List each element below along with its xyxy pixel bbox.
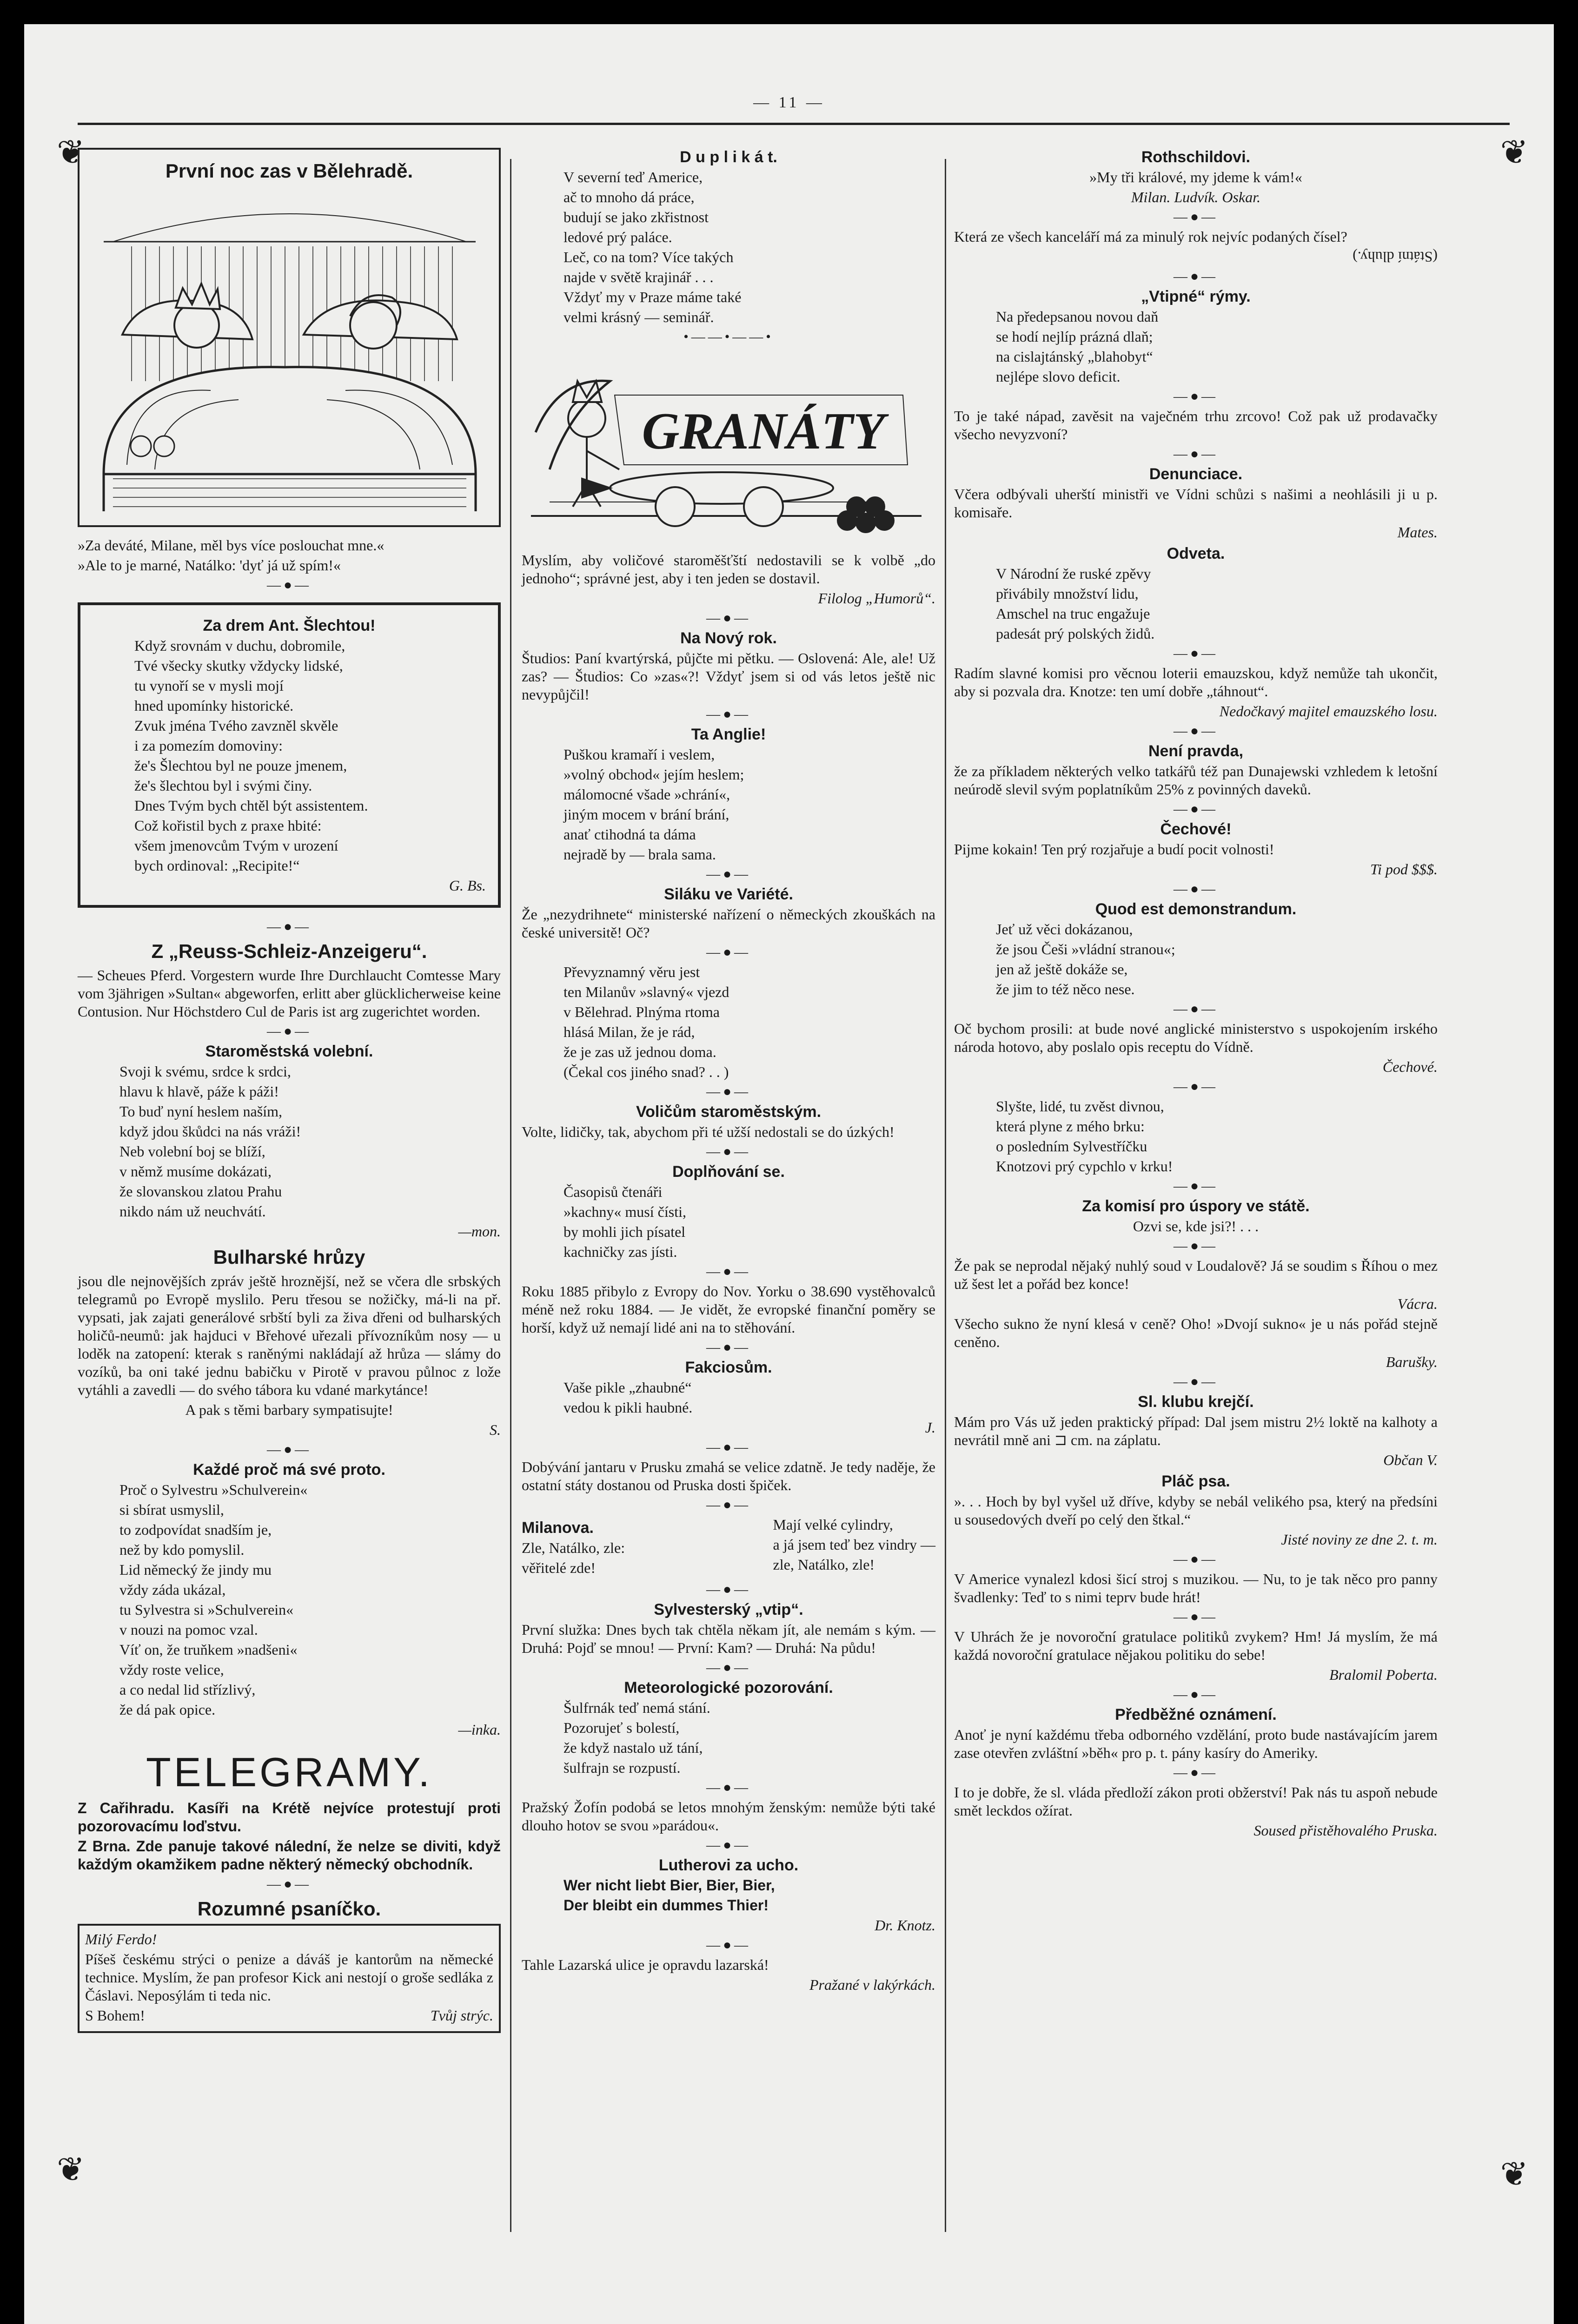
page-folio: — 11 — (753, 94, 825, 111)
verse-line: jiným mocem v brání brání, (564, 806, 729, 823)
column-right (954, 145, 1438, 1842)
volicum-text: Volte, lidičky, tak, abychom při té užší nedostali se do úzkých! (522, 1123, 895, 1140)
verse-line: tu Sylvestra si »Schulverein« (119, 1601, 294, 1618)
telegram-item: Z Cařihradu. Kasíři na Krétě nejvíce protestují proti pozorovacímu loďstvu. (78, 1800, 501, 1835)
cartoon-caption-line: »Ale to je marné, Natálko: 'dyť já už spím!« (78, 557, 341, 574)
verse-line: anať ctihodná ta dáma (564, 826, 696, 843)
vlada-text: I to je dobře, že sl. vláda předloží zákon proti obžerství! Pak nás tu aspoň nebude smět leckdos ožírat. (954, 1784, 1438, 1819)
pravda-text: že za příkladem některých velko tatkářů též pan Dunajewski vzhledem k letošní neúrodě slevil svým poplatníkům 25% z povinných daveků. (954, 763, 1438, 798)
verse-line: že když nastalo už tání, (564, 1739, 703, 1756)
verse-line: a já jsem teď bez vindry — (773, 1536, 935, 1553)
signature: Bralomil Poberta. (1329, 1666, 1438, 1683)
divider-ornament: —●— (266, 1023, 312, 1039)
verse-line: která plyne z mého brku: (996, 1118, 1145, 1135)
divider-ornament: —●— (706, 610, 751, 626)
divider-ornament: —●— (266, 1876, 312, 1892)
cechove-text: Pijme kokain! Ten prý rozjařuje a budí pocit volnosti! (954, 841, 1274, 858)
verse-line: když jdou škůdci na nás vráži! (119, 1123, 301, 1140)
verse-line: i za pomezím domoviny: (134, 737, 283, 754)
verse-line: Der bleibt ein dummes Thier! (564, 1897, 769, 1914)
verse-line: zle, Natálko, zle! (773, 1556, 875, 1573)
verse-line: než by kdo pomyslil. (119, 1541, 245, 1558)
verse-line: že jim to též něco nese. (996, 981, 1135, 997)
divider-ornament: —●— (706, 1497, 751, 1512)
divider-ornament: —●— (706, 1660, 751, 1675)
verse-line: Časopisů čtenáři (564, 1183, 663, 1200)
verse-line: Vaše pikle „zhaubné“ (564, 1379, 692, 1396)
meteo-title: Meteorologické pozorování. (624, 1679, 833, 1697)
verse-line: že's Šlechtou byl ne pouze jmenem, (134, 757, 347, 774)
proseni-text: Oč bychom prosili: at bude nové anglické ministerstvo s uspokojením irského národa hotovo, aby poslalo opis receptu do Vídně. (954, 1020, 1438, 1055)
divider-ornament: —●— (1173, 389, 1219, 404)
cartoon-frame (78, 148, 501, 527)
verse-line: Mají velké cylindry, (773, 1516, 893, 1533)
vignette-label: GRANÁTY (642, 403, 885, 460)
hruzy-title: Bulharské hrůzy (213, 1246, 365, 1268)
verse-line: Zle, Natálko, zle: (522, 1539, 625, 1556)
column-left (78, 145, 501, 2042)
komisi-text: Ozvi se, kde jsi?! . . . (1133, 1218, 1259, 1235)
divider-ornament: —●— (1173, 646, 1219, 661)
verse-line: Amschel na truc engažuje (996, 605, 1150, 622)
divider-ornament: —●— (266, 1442, 312, 1457)
signature: Pražané v lakýrkách. (809, 1976, 935, 1993)
verse-line: v němž musíme dokázati, (119, 1163, 272, 1180)
novy-rok-title: Na Nový rok. (680, 629, 777, 647)
divider-ornament: —●— (1173, 1552, 1219, 1567)
milanova-left (522, 1516, 625, 1579)
novy-rok-text: Študios: Paní kvartýrská, půjčte mi pětku. — Oslovená: Ale, ale! Už zas? — Študios: Co »zas«?! Vždyť jsem si od vás letos ještě nic nevypůjčil! (522, 650, 935, 703)
verse-line: že slovanskou zlatou Prahu (119, 1183, 282, 1200)
sukno-text: Všecho sukno že nyní klesá v ceně? Oho! »Dvojí sukno« je u nás pořád stejně ceněno. (954, 1315, 1438, 1350)
signature: J. (925, 1419, 935, 1436)
column-middle (522, 145, 935, 1996)
divider-ornament: —●— (706, 1780, 751, 1795)
verse-line: Převyznamný věru jest (564, 964, 700, 980)
verse-line: že jsou Češi »vládní stranou«; (996, 941, 1175, 957)
verse-line: by mohli jich písatel (564, 1223, 686, 1240)
verse-line: hlavu k hlavě, páže k páži! (119, 1083, 279, 1100)
milanova-right (773, 1516, 935, 1579)
verse-line: Slyšte, lidé, tu zvěst divnou, (996, 1098, 1164, 1115)
verse-line: hned upomínky historické. (134, 697, 294, 714)
reuss-title: Z „Reuss-Schleiz-Anzeigeru“. (151, 940, 427, 962)
verse-line: »kachny« musí čísti, (564, 1203, 686, 1220)
divider-ornament: —●— (706, 866, 751, 882)
verse-line: hlásá Milan, že je rád, (564, 1023, 695, 1040)
divider-ornament: —●— (706, 1340, 751, 1355)
krejci-text: Mám pro Vás už jeden praktický případ: Dal jsem mistru 2½ loktě na kalhoty a nevrátil mně ani ⊐ cm. na záplatu. (954, 1413, 1438, 1448)
stroj-text: V Americe vynalezl kdosi šicí stroj s muzikou. — Nu, to je tak něco pro panny švadlenky: Teď to s nimi teprv bude hrát! (954, 1571, 1438, 1605)
napad-text: To je také nápad, zavěsit na vaječném trhu zrcovo! Což pak už prodavačky všecho nevyzvoní? (954, 408, 1438, 442)
pravda-title: Není pravda, (1148, 742, 1244, 760)
volicum-title: Voličům staroměstským. (636, 1103, 822, 1121)
signature: Ti pod $$$. (1370, 861, 1438, 878)
signature: Filolog „Humorů“. (818, 590, 935, 607)
divider-ornament: —●— (706, 1582, 751, 1597)
signature: S. (490, 1421, 501, 1438)
divider-ornament: —●— (1173, 1609, 1219, 1624)
pes-text: ». . . Hoch by byl vyšel už dříve, kdyby se nebál velikého psa, který na předsíni u sousedových dveří po celý den štkal.“ (954, 1493, 1438, 1528)
hruzy-text: jsou dle nejnovějších zpráv ještě hroznější, než se včera dle srbských telegramů po Evropě myslilo. Peru třesou se nožičky, má-li na př. vypsati, jak zajati generálové srbští byli za živa dřeni od bulharských holičů-neumů: jak hajduci v Břehové uřezali přívozníkům nosy — u loděk na zatopení: kterak s raněnými nakládají až hrůza — slámy do vozíků, ba oni také jednu babičku v Pirotě v pravou půlnoc z lože vytáhli a zavedli — do svého tábora ku vdané markytánce! (78, 1273, 501, 1398)
divider-ornament: —●— (706, 1439, 751, 1455)
signature: Nedočkavý majitel emauzského losu. (1219, 703, 1438, 720)
oznameni-text: Anoť je nyní každému třeba odborného vzdělání, proto bude nastávajícím jarem zase otevřen zvláštní »běh« pro p. t. pány kasíry do Ameriky. (954, 1726, 1438, 1761)
signature: —mon. (458, 1223, 501, 1240)
divider-ornament: —●— (266, 919, 312, 934)
signature: Dr. Knotz. (875, 1917, 935, 1934)
newspaper-page (24, 24, 1554, 2324)
verse-line: budují se jako zkřistnost (564, 209, 709, 225)
slechta-box (78, 602, 501, 908)
signature: Mates. (1397, 524, 1438, 541)
verse-line: že je zas už jednou doma. (564, 1043, 716, 1060)
verse-line: vedou k pikli haubné. (564, 1399, 693, 1416)
cartoon-caption-line: »Za deváté, Milane, měl bys více poslouchat mne.« (78, 537, 385, 554)
granaty-vignette (522, 349, 935, 544)
verse-line: To buď nyní heslem naším, (119, 1103, 282, 1120)
verse-line: Na předepsanou novou daň (996, 308, 1159, 325)
verse-line: že's šlechtou byl i svými činy. (134, 777, 312, 794)
kancelar-inverted-answer: (Státní dluhy.) (1353, 249, 1438, 265)
cartoon-title: První noc zas v Bělehradě. (165, 160, 413, 182)
verse-line: to zodpovídat snadším je, (119, 1521, 272, 1538)
verse-line: Když srovnám v duchu, dobromile, (134, 637, 345, 654)
verse-line: Lid německý že jindy mu (119, 1561, 272, 1578)
divider-ornament: —●— (706, 1937, 751, 1953)
vacra-text: Že pak se neprodal nějaký nuhlý soud v Loudalově? Já se soudim s Říhou o mez už šest let a pořád bez konce! (954, 1257, 1438, 1292)
divider-ornament: —●— (706, 1144, 751, 1159)
rothschild-names: Milan. Ludvík. Oskar. (1131, 189, 1261, 205)
verse-line: Vždyť my v Praze máme také (564, 289, 742, 305)
verse-line: Pozorujeť s bolestí, (564, 1719, 680, 1736)
corner-ornament-icon: ❦ (1500, 2156, 1528, 2193)
signature: Soused přistěhovalého Pruska. (1253, 1822, 1438, 1839)
doplnovani-title: Doplňování se. (672, 1163, 785, 1181)
verse-line: Víť on, že truňkem »nadšeni« (119, 1641, 298, 1658)
cannon-illustration (522, 349, 931, 544)
divider-ornament: —●— (1173, 801, 1219, 817)
reuss-text: — Scheues Pferd. Vorgestern wurde Ihre Durchlaucht Comtesse Mary vom 3jährigen »Sultan« abgeworfen, erlitt aber glücklicherweise keine Contusion. Nur Höchstdero Cul de Paris ist arg zugerichtet worden. (78, 967, 501, 1020)
divider-ornament: —●— (266, 577, 312, 593)
verse-line: všem jmenovcům Tvým v urození (134, 837, 338, 854)
verse-line: vždy roste velice, (119, 1661, 224, 1678)
divider-ornament: •——•——• (683, 329, 774, 344)
psanicko-closing-row (85, 2007, 493, 2027)
verse-line: Wer nicht liebt Bier, Bier, Bier, (564, 1877, 775, 1894)
pes-title: Pláč psa. (1161, 1472, 1230, 1490)
verse-line: bych ordinoval: „Recipite!“ (134, 857, 300, 874)
signature: Jisté noviny ze dne 2. t. m. (1281, 1531, 1438, 1548)
denunciace-title: Denunciace. (1149, 465, 1243, 483)
verse-line: Tvé všecky skutky vždycky lidské, (134, 657, 343, 674)
verse-line: Proč o Sylvestru »Schulverein« (119, 1481, 308, 1498)
verse-line: ač to mnoho dá práce, (564, 189, 695, 205)
verse-line: a co nedal lid střízlivý, (119, 1681, 256, 1698)
divider-ornament: —●— (1173, 1765, 1219, 1780)
verse-line: Neb volební boj se blíží, (119, 1143, 265, 1160)
lazarska-text: Tahle Lazarská ulice je opravdu lazarská! (522, 1956, 769, 1973)
odveta-title: Odveta. (1167, 545, 1225, 562)
verse-line: kachničky zas jísti. (564, 1243, 677, 1260)
verse-line: na cislajtánský „blahobyt“ (996, 348, 1153, 365)
telegram-item: Z Brna. Zde panuje takové nálední, že nelze se diviti, když každým okamžikem padne některý německý obchodník. (78, 1838, 501, 1873)
divider-ornament: —●— (1173, 209, 1219, 224)
psanicko-title: Rozumné psaníčko. (197, 1898, 381, 1920)
verse-line: Leč, co na tom? Více takých (564, 249, 734, 265)
milanova-title: Milanova. (522, 1519, 594, 1537)
myslim-text: Myslím, aby voličové staroměšťští nedostavili se k volbě „do jednoho“; správné jest, aby i ten jeden se dostavil. (522, 552, 935, 587)
anglie-title: Ta Anglie! (691, 726, 766, 743)
divider-ornament: —●— (1173, 1687, 1219, 1702)
signature: Občan V. (1383, 1452, 1438, 1468)
psanicko-salutation: Milý Ferdo! (85, 1931, 157, 1948)
psanicko-box (78, 1924, 501, 2033)
verse-line: nikdo nám už neuchvátí. (119, 1203, 266, 1220)
volebni-title: Staroměstská volební. (205, 1043, 373, 1060)
verse-line: Dnes Tvým bych chtěl být assistentem. (134, 797, 368, 814)
duplikat-title: D u p l i k á t. (680, 148, 777, 166)
verse-line: velmi krásný — seminář. (564, 309, 714, 325)
rothschild-text: »My tři králové, my jdeme k vám!« (1089, 169, 1302, 185)
divider-ornament: —●— (1173, 1001, 1219, 1017)
quod-title: Quod est demonstrandum. (1095, 900, 1297, 918)
dobyvani-text: Dobývání jantaru v Prusku zmahá se velice zdatně. Je tedy naděje, že ostatní státy dostanou od Pruska dosti špiček. (522, 1459, 935, 1493)
divider-ornament: —●— (706, 706, 751, 722)
verse-line: »volný obchod« jejím heslem; (564, 766, 744, 783)
roku-text: Roku 1885 přibylo z Evropy do Nov. Yorku o 38.690 vystěhovalců méně než roku 1884. — Je vidět, že evropské finanční poměry se horší, když už nemají lidé ani na to stěhování. (522, 1283, 935, 1336)
zofin-text: Pražský Žofín podobá se letos mnohým ženským: nemůže býti také dlouho hotov se svou »parádou«. (522, 1799, 935, 1834)
verse-line: málomocné všade »chrání«, (564, 786, 730, 803)
divider-ornament: —●— (1173, 723, 1219, 739)
verse-line: Jeť už věci dokázanou, (996, 921, 1133, 938)
cartoon-illustration (85, 186, 494, 521)
rymy-title: „Vtipné“ rýmy. (1141, 288, 1251, 305)
divider-ornament: —●— (706, 944, 751, 960)
verse-line: jen až ještě dokáže se, (996, 961, 1128, 977)
vtip-text: První služka: Dnes bych tak chtěla někam jít, ale nemám s kým. — Druhá: Pojď se mnou! — První: Kam? — Druhá: Na půdu! (522, 1621, 935, 1656)
komisi-title: Za komisí pro úspory ve státě. (1082, 1197, 1310, 1215)
verse-line: tu vynoří se v mysli mojí (134, 677, 284, 694)
hruzy-end: A pak s těmi barbary sympatisujte! (185, 1401, 393, 1418)
verse-line: v nouzi na pomoc vzal. (119, 1621, 258, 1638)
lutherovi-title: Lutherovi za ucho. (658, 1856, 799, 1874)
verse-line: padesát prý polských židů. (996, 625, 1155, 642)
uhrach-text: V Uhrách že je novoroční gratulace politiků zvykem? Hm! Já myslím, že má každá novoroční gratulace nějakou politiku do sebe! (954, 1628, 1438, 1663)
telegramy-title: TELEGRAMY. (146, 1749, 432, 1795)
verse-line: že dá pak opice. (119, 1701, 216, 1718)
verse-line: (Čekal cos jiného snad? . . ) (564, 1063, 729, 1080)
verse-line: nejradě by — brala sama. (564, 846, 716, 863)
corner-ornament-icon: ❦ (1500, 134, 1528, 171)
krejci-title: Sl. klubu krejčí. (1138, 1393, 1254, 1411)
verse-line: šulfrajn se rozpustí. (564, 1759, 681, 1776)
verse-line: si sbírat usmyslil, (119, 1501, 224, 1518)
oznameni-title: Předběžné oznámení. (1115, 1706, 1277, 1723)
signature: Tvůj strýc. (430, 2007, 493, 2024)
signature: Vácra. (1397, 1295, 1438, 1312)
verse-line: Což kořistil bych z praxe hbité: (134, 817, 322, 834)
divider-ornament: —●— (706, 1084, 751, 1099)
psanicko-text: Píšeš českému strýci o penize a dáváš je kantorům na německé technice. Myslím, že pan profesor Kick ani nestojí o groše sedláka z Čáslavi. Neposýlám ti teda nic. (85, 1951, 493, 2004)
verse-line: Puškou kramaří i veslem, (564, 746, 715, 763)
divider-ornament: —●— (1173, 1079, 1219, 1094)
divider-ornament: —●— (1173, 881, 1219, 897)
corner-ornament-icon: ❦ (57, 2151, 85, 2188)
denunciace-text: Včera odbývali uherští ministři ve Vídni schůzi s našimi a neohlásili ji u p. komisaře. (954, 486, 1438, 521)
signature: Barušky. (1386, 1353, 1438, 1370)
silaku-title: Siláku ve Variété. (664, 885, 793, 903)
verse-line: se hodí nejlíp prázná dlaň; (996, 328, 1153, 345)
milanova-block (522, 1516, 935, 1579)
proc-title: Každé proč má své proto. (193, 1461, 385, 1479)
verse-line: najde v světě krajinář . . . (564, 269, 714, 285)
divider-ornament: —●— (1173, 1374, 1219, 1389)
psanicko-closing: S Bohem! (85, 2007, 145, 2024)
divider-ornament: —●— (1173, 446, 1219, 462)
verse-line: Svoji k svému, srdce k srdci, (119, 1063, 291, 1080)
verse-line: V Národní že ruské zpěvy (996, 565, 1151, 582)
silaku-text: Že „nezydrihnete“ ministerské nařízení o německých zkouškách na české universitě! Oč? (522, 906, 935, 941)
divider-ornament: —●— (1173, 1178, 1219, 1194)
column-rule (510, 159, 511, 2232)
kancelar-text: Která ze všech kanceláří má za minulý rok nejvíc podaných čísel? (954, 228, 1347, 245)
verse-line: o posledním Sylvestříčku (996, 1138, 1147, 1155)
verse-line: vždy záda ukázal, (119, 1581, 226, 1598)
signature: G. Bs. (449, 877, 486, 894)
divider-ornament: —●— (1173, 1238, 1219, 1254)
signature: —inka. (458, 1721, 501, 1738)
loterie-text: Radím slavné komisi pro věcnou loterii emauzskou, když nemůže tah ukončit, aby si pozvala dra. Knotze: ten umí dobře „táhnout“. (954, 665, 1438, 700)
rothschild-title: Rothschildovi. (1141, 148, 1251, 166)
verse-line: Šulfrnák teď nemá stání. (564, 1699, 710, 1716)
cechove-title: Čechové! (1160, 820, 1232, 838)
slechta-title: Za drem Ant. Šlechtou! (203, 617, 376, 634)
verse-line: V severní teď Americe, (564, 169, 703, 185)
verse-line: v Bělehrad. Plnýma rtoma (564, 1004, 720, 1020)
divider-ornament: —●— (706, 1837, 751, 1853)
top-rule (78, 123, 1510, 125)
corner-ornament-icon: ❦ (57, 134, 85, 171)
column-rule (945, 159, 946, 2232)
vtip-title: Sylvesterský „vtip“. (654, 1601, 803, 1618)
verse-line: nejlépe slovo deficit. (996, 368, 1121, 385)
verse-line: Zvuk jména Tvého zavzněl skvěle (134, 717, 338, 734)
verse-line: věřitelé zde! (522, 1559, 596, 1576)
fakcio-title: Fakciosům. (685, 1359, 772, 1376)
verse-line: přivábily množství lidu, (996, 585, 1139, 602)
divider-ornament: —●— (706, 1264, 751, 1279)
verse-line: ten Milanův »slavný« vjezd (564, 984, 729, 1000)
signature: Čechové. (1382, 1058, 1438, 1075)
verse-line: Knotzovi prý cypchlo v krku! (996, 1158, 1173, 1175)
divider-ornament: —●— (1173, 269, 1219, 284)
verse-line: ledové prý paláce. (564, 229, 672, 245)
